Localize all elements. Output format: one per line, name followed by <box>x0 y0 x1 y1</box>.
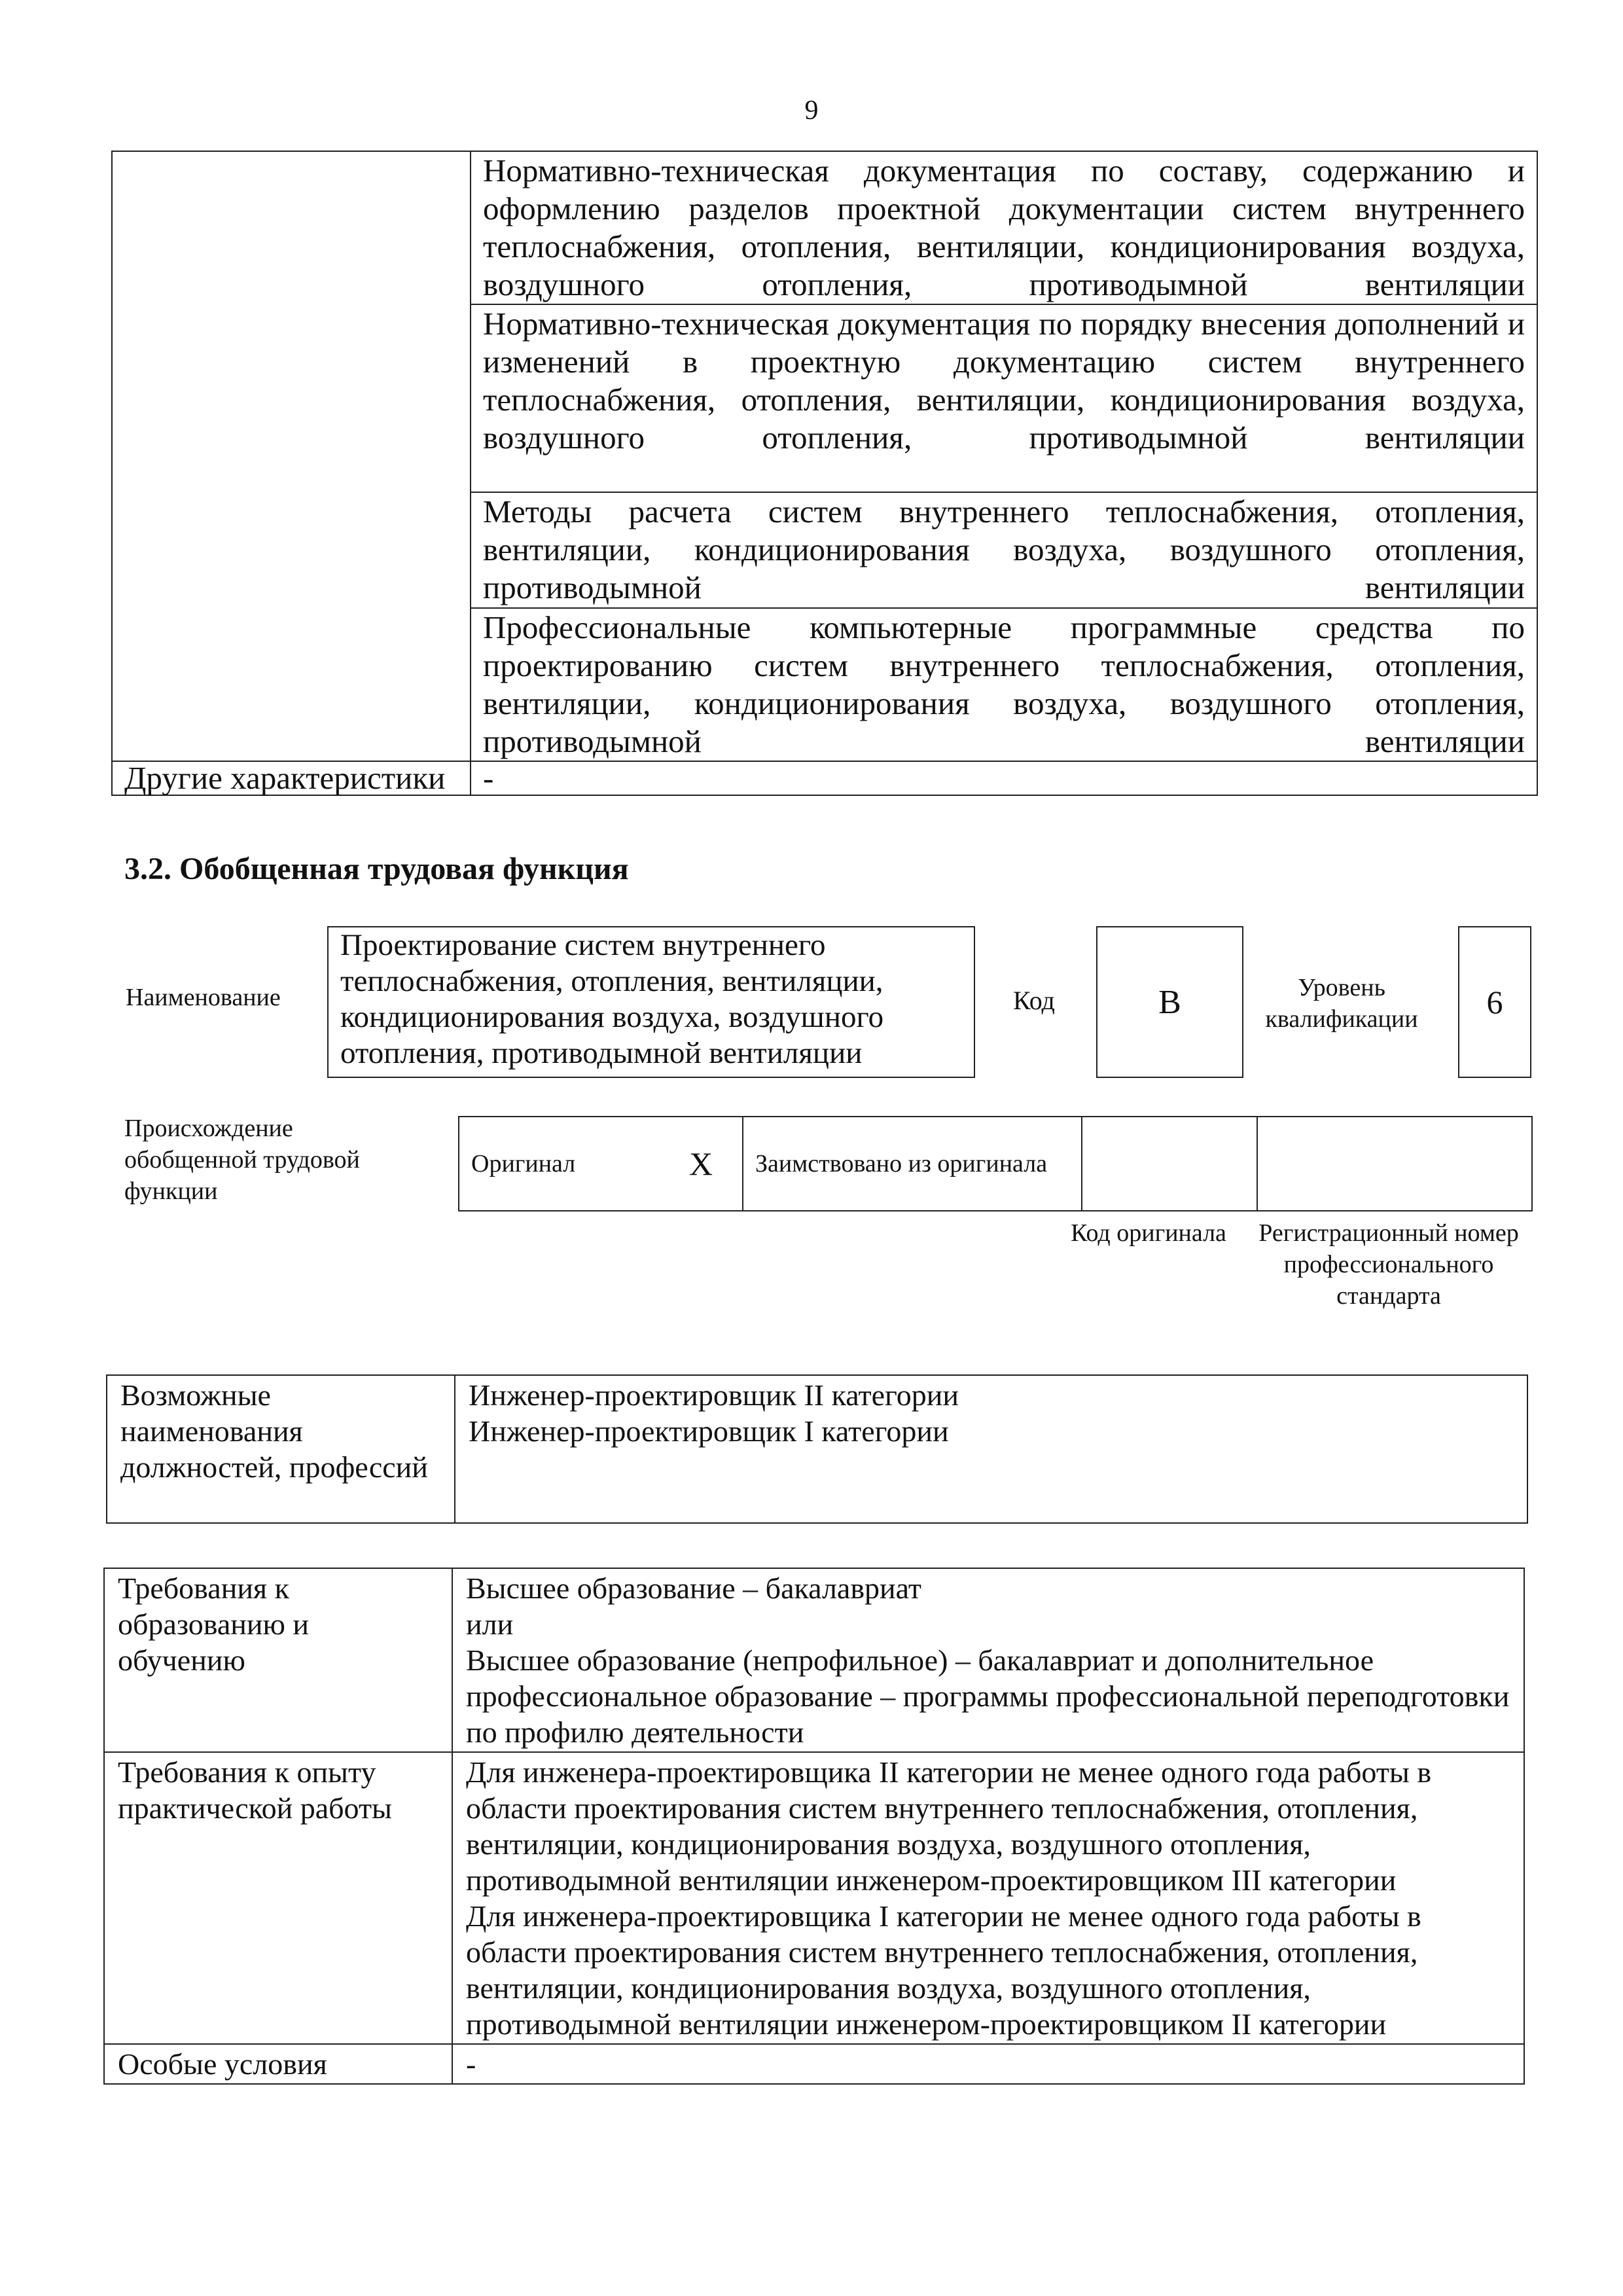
name-value-box: Проектирование систем внутреннего теплоснабжения, отопления, вентиляции, кондиционирования воздуха, воздушного отопления, противодымной вентиляции <box>327 926 975 1078</box>
positions-values <box>455 1375 1527 1523</box>
section-title: 3.2. Обобщенная трудовая функция <box>124 852 629 886</box>
knowledge-cell: Профессиональные компьютерные программные средства по проектированию систем внутреннего теплоснабжения, отопления, вентиляции, кондиционирования воздуха, воздушного отопления, противодымной вентиляции <box>471 608 1537 761</box>
requirement-line: или <box>466 1607 514 1641</box>
code-label: Код <box>1013 986 1055 1015</box>
table-row <box>112 151 1537 304</box>
code-value-box: B <box>1096 926 1243 1078</box>
requirements-table <box>103 1568 1525 2085</box>
education-label: Требования к образованию и обучению <box>104 1568 452 1752</box>
special-conditions-value: - <box>452 2044 1524 2084</box>
position-item: Инженер-проектировщик II категории <box>469 1378 959 1412</box>
registration-number-cell <box>1257 1117 1532 1211</box>
name-label: Наименование <box>126 984 281 1011</box>
special-conditions-label: Особые условия <box>104 2044 452 2084</box>
original-mark: X <box>660 1117 743 1211</box>
table-row <box>112 761 1537 795</box>
positions-label: Возможные наименования должностей, профессий <box>107 1375 455 1523</box>
other-characteristics-label: Другие характеристики <box>112 761 471 795</box>
other-characteristics-value: - <box>471 761 1537 795</box>
requirement-line: Для инженера-проектировщика II категории не менее одного года работы в области проектирования систем внутреннего теплоснабжения, отопления, вентиляции, кондиционирования воздуха, воздушного отопления, противодымной вентиляции инженером-проектировщиком III категории <box>466 1755 1432 1897</box>
original-label: Оригинал <box>459 1117 660 1211</box>
table-row <box>104 1568 1524 1752</box>
table-row <box>459 1117 1532 1211</box>
level-label: Уровень квалификации <box>1265 974 1418 1033</box>
requirement-line: Высшее образование (непрофильное) – бакалавриат и дополнительное профессиональное образование – программы профессиональной переподготовки по профилю деятельности <box>466 1643 1510 1749</box>
original-code-caption: Код оригинала <box>1071 1219 1226 1247</box>
requirement-line: Для инженера-проектировщика I категории не менее одного года работы в области проектирования систем внутреннего теплоснабжения, отопления, вентиляции, кондиционирования воздуха, воздушного отопления, противодымной вентиляции инженером-проектировщиком II категории <box>466 1899 1421 2041</box>
table-row <box>104 1752 1524 2044</box>
origin-table <box>458 1116 1533 1211</box>
page-number: 9 <box>804 96 819 126</box>
level-value-box: 6 <box>1458 926 1531 1078</box>
position-item: Инженер-проектировщик I категории <box>469 1414 949 1448</box>
education-values <box>452 1568 1524 1752</box>
table-row <box>107 1375 1527 1523</box>
knowledge-cell: Методы расчета систем внутреннего теплоснабжения, отопления, вентиляции, кондиционирования воздуха, воздушного отопления, противодымной вентиляции <box>471 492 1537 608</box>
knowledge-table <box>111 151 1538 796</box>
origin-label: Происхождение обобщенной трудовой функции <box>124 1115 360 1205</box>
experience-values <box>452 1752 1524 2044</box>
positions-table <box>106 1374 1528 1524</box>
requirement-line: Высшее образование – бакалавриат <box>466 1571 921 1605</box>
knowledge-cell: Нормативно-техническая документация по порядку внесения дополнений и изменений в проектную документацию систем внутреннего теплоснабжения, отопления, вентиляции, кондиционирования воздуха, воздушного отопления, противодымной вентиляции <box>471 304 1537 492</box>
registration-number-caption: Регистрационный номер профессионального стандарта <box>1258 1219 1519 1310</box>
borrowed-label: Заимствовано из оригинала <box>743 1117 1082 1211</box>
table-row <box>104 2044 1524 2084</box>
knowledge-cell: Нормативно-техническая документация по составу, содержанию и оформлению разделов проектной документации систем внутреннего теплоснабжения, отопления, вентиляции, кондиционирования воздуха, воздушного отопления, противодымной вентиляции <box>471 151 1537 304</box>
original-code-cell <box>1082 1117 1257 1211</box>
experience-label: Требования к опыту практической работы <box>104 1752 452 2044</box>
empty-label-cell <box>112 151 471 761</box>
